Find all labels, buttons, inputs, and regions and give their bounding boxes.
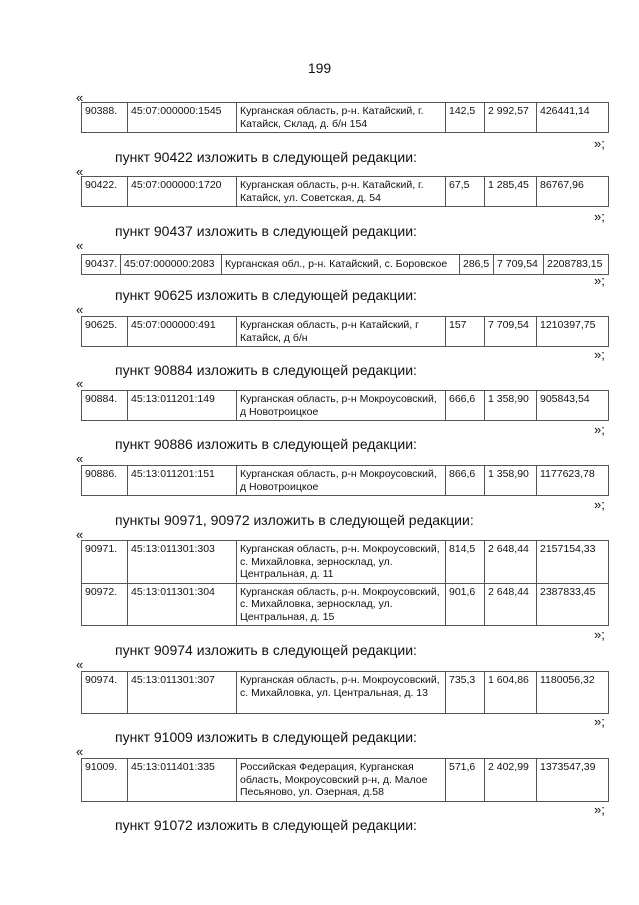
cadastral-number: 45:13:011201:151 [128, 466, 237, 496]
address: Курганская область, р-н Мокроусовский, д Новотроицкое [237, 466, 446, 496]
paragraph: пункт 91009 изложить в следующей редакции: [115, 729, 417, 745]
price: 2 648,44 [485, 583, 537, 626]
total: 2208783,15 [544, 255, 609, 275]
row-number: 90974. [82, 672, 128, 714]
area: 735,3 [446, 672, 485, 714]
price: 1 358,90 [485, 391, 537, 421]
cadastral-number: 45:13:011201:149 [128, 391, 237, 421]
total: 1177623,78 [537, 466, 609, 496]
row-number: 90972. [82, 583, 128, 626]
table-row [81, 758, 609, 802]
total: 1210397,75 [537, 317, 609, 347]
cadastral-number: 45:07:000000:2083 [121, 255, 222, 275]
table-row [82, 583, 609, 626]
cadastral-number: 45:13:011301:307 [128, 672, 237, 714]
address: Курганская область, р-н Катайский, г Катайск, д б/н [237, 317, 446, 347]
paragraph: пункты 90971, 90972 изложить в следующей редакции: [115, 512, 474, 528]
cadastral-number: 45:13:011301:304 [128, 583, 237, 626]
price: 2 992,57 [485, 103, 537, 133]
area: 142,5 [446, 103, 485, 133]
table-row [81, 390, 609, 421]
total: 905843,54 [537, 391, 609, 421]
table-row [81, 671, 609, 714]
total: 1373547,39 [537, 759, 609, 802]
address: Курганская область, р-н. Катайский, г. Катайск, Склад, д. б/н 154 [237, 103, 446, 133]
close-quote: »; [594, 209, 605, 224]
close-quote: »; [594, 273, 605, 288]
address: Российская Федерация, Курганская область, Мокроусовский р-н, д. Малое Песьяново, ул. Озерная, д.58 [237, 759, 446, 802]
open-quote: « [76, 744, 84, 759]
total: 426441,14 [537, 103, 609, 133]
area: 901,6 [446, 583, 485, 626]
address: Курганская обл., р-н. Катайский, с. Боровское [222, 255, 460, 275]
total: 2387833,45 [537, 583, 609, 626]
address: Курганская область, р-н. Мокроусовский, с. Михайловка, зерносклад, ул. Центральная, д. 11 [237, 541, 446, 584]
paragraph: пункт 91072 изложить в следующей редакции: [115, 817, 417, 833]
close-quote: »; [594, 497, 605, 512]
paragraph: пункт 90625 изложить в следующей редакции: [115, 287, 417, 303]
row-number: 90886. [82, 466, 128, 496]
area: 286,5 [460, 255, 494, 275]
area: 666,6 [446, 391, 485, 421]
paragraph: пункт 90884 изложить в следующей редакции: [115, 362, 417, 378]
open-quote: « [76, 376, 84, 391]
cadastral-number: 45:07:000000:491 [128, 317, 237, 347]
close-quote: »; [594, 802, 605, 817]
table-row [81, 176, 609, 207]
close-quote: »; [594, 627, 605, 642]
page-number: 199 [307, 60, 332, 76]
area: 157 [446, 317, 485, 347]
cadastral-number: 45:13:011301:303 [128, 541, 237, 584]
total: 1180056,32 [537, 672, 609, 714]
close-quote: »; [594, 422, 605, 437]
area: 814,5 [446, 541, 485, 584]
cadastral-number: 45:07:000000:1545 [128, 103, 237, 133]
open-quote: « [76, 90, 84, 105]
table [81, 540, 609, 626]
price: 1 358,90 [485, 466, 537, 496]
table-row [81, 316, 609, 347]
total: 2157154,33 [537, 541, 609, 584]
paragraph: пункт 90886 изложить в следующей редакции: [115, 436, 417, 452]
row-number: 90437. [82, 255, 121, 275]
total: 86767,96 [537, 177, 609, 207]
address: Курганская область, р-н. Мокроусовский, с. Михайловка, зерносклад, ул. Центральная, д. 15 [237, 583, 446, 626]
row-number: 90884. [82, 391, 128, 421]
table-row [81, 102, 609, 133]
row-number: 90388. [82, 103, 128, 133]
paragraph: пункт 90974 изложить в следующей редакции: [115, 642, 417, 658]
open-quote: « [76, 164, 84, 179]
table-row [81, 465, 609, 496]
row-number: 90971. [82, 541, 128, 584]
paragraph: пункт 90437 изложить в следующей редакции: [115, 223, 417, 239]
price: 2 402,99 [485, 759, 537, 802]
address: Курганская область, р-н. Мокроусовский, с. Михайловка, ул. Центральная, д. 13 [237, 672, 446, 714]
paragraph: пункт 90422 изложить в следующей редакции: [115, 149, 417, 165]
row-number: 91009. [82, 759, 128, 802]
open-quote: « [76, 302, 84, 317]
price: 2 648,44 [485, 541, 537, 584]
price: 1 604,86 [485, 672, 537, 714]
address: Курганская область, р-н. Катайский, г. Катайск, ул. Советская, д. 54 [237, 177, 446, 207]
open-quote: « [76, 527, 84, 542]
close-quote: »; [594, 136, 605, 151]
cadastral-number: 45:07:000000:1720 [128, 177, 237, 207]
area: 571,6 [446, 759, 485, 802]
row-number: 90422. [82, 177, 128, 207]
open-quote: « [76, 238, 84, 253]
row-number: 90625. [82, 317, 128, 347]
price: 7 709,54 [494, 255, 544, 275]
close-quote: »; [594, 347, 605, 362]
price: 7 709,54 [485, 317, 537, 347]
open-quote: « [76, 657, 84, 672]
price: 1 285,45 [485, 177, 537, 207]
area: 866,6 [446, 466, 485, 496]
address: Курганская область, р-н Мокроусовский, д Новотроицкое [237, 391, 446, 421]
area: 67,5 [446, 177, 485, 207]
table-row [82, 541, 609, 584]
cadastral-number: 45:13:011401:335 [128, 759, 237, 802]
table-row [81, 254, 609, 275]
close-quote: »; [594, 714, 605, 729]
open-quote: « [76, 451, 84, 466]
